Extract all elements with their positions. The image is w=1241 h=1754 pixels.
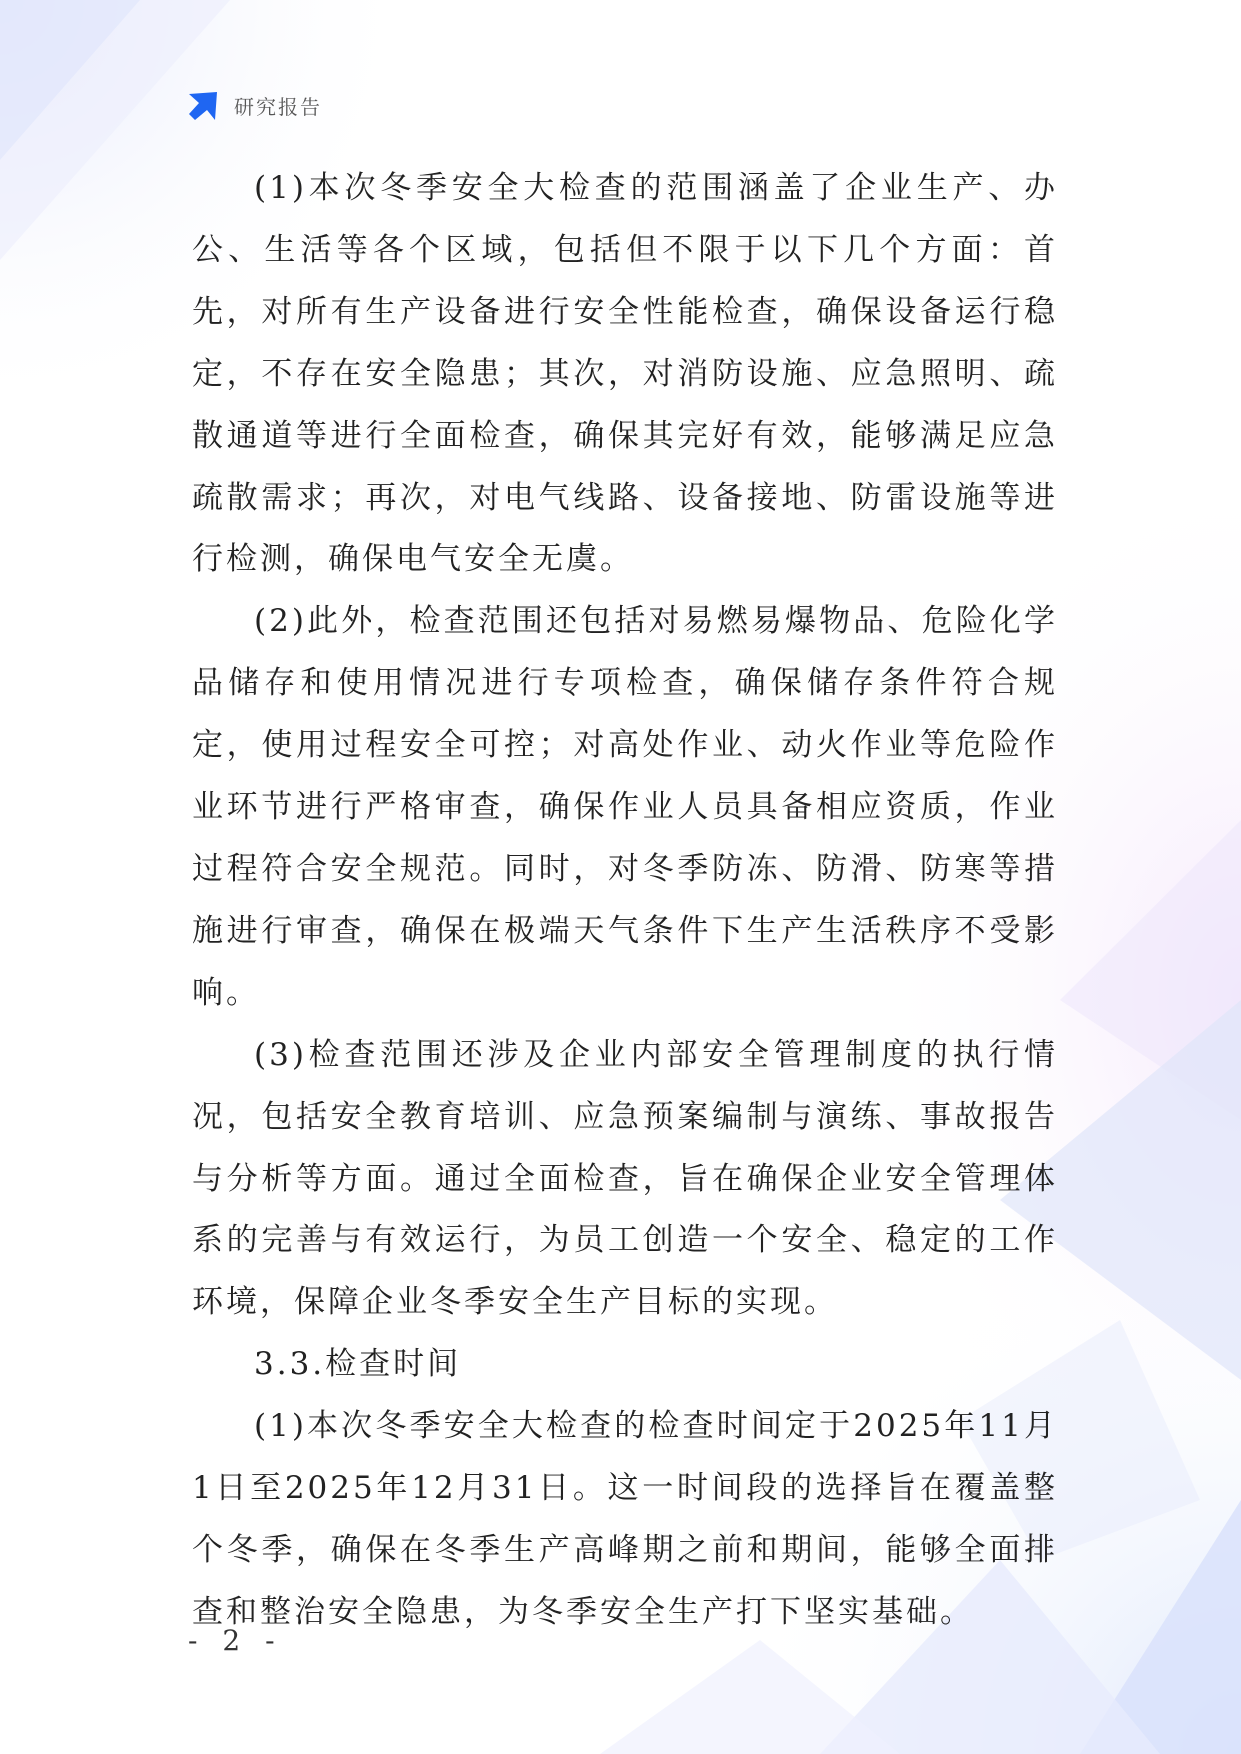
section-heading: 3.3.检查时间	[254, 1346, 462, 1383]
paragraph: (1)本次冬季安全大检查的检查时间定于2025年11月1日至2025年12月31日。这一时间段的选择旨在覆盖整个冬季，确保在冬季生产高峰期之前和期间，能够全面排查和整治安全隐患，为冬季安全生产打下坚实基础。	[192, 1408, 1058, 1630]
page-header	[187, 88, 322, 122]
paragraph: (3)检查范围还涉及企业内部安全管理制度的执行情况，包括安全教育培训、应急预案编制与演练、事故报告与分析等方面。通过全面检查，旨在确保企业安全管理体系的完善与有效运行，为员工创造一个安全、稳定的工作环境，保障企业冬季安全生产目标的实现。	[192, 1036, 1058, 1321]
paragraph: (2)此外，检查范围还包括对易燃易爆物品、危险化学品储存和使用情况进行专项检查，确保储存条件符合规定，使用过程安全可控；对高处作业、动火作业等危险作业环节进行严格审查，确保作业人员具备相应资质，作业过程符合安全规范。同时，对冬季防冻、防滑、防寒等措施进行审查，确保在极端天气条件下生产生活秩序不受影响。	[192, 603, 1058, 1011]
paragraph: (1)本次冬季安全大检查的范围涵盖了企业生产、办公、生活等各个区域，包括但不限于以下几个方面：首先，对所有生产设备进行安全性能检查，确保设备运行稳定，不存在安全隐患；其次，对消防设施、应急照明、疏散通道等进行全面检查，确保其完好有效，能够满足应急疏散需求；再次，对电气线路、设备接地、防雷设施等进行检测，确保电气安全无虞。	[192, 170, 1058, 578]
arrow-up-right-icon	[187, 88, 221, 122]
document-body	[192, 158, 1058, 1644]
header-title: 研究报告	[234, 94, 322, 119]
page-number: - 2 -	[188, 1624, 283, 1657]
